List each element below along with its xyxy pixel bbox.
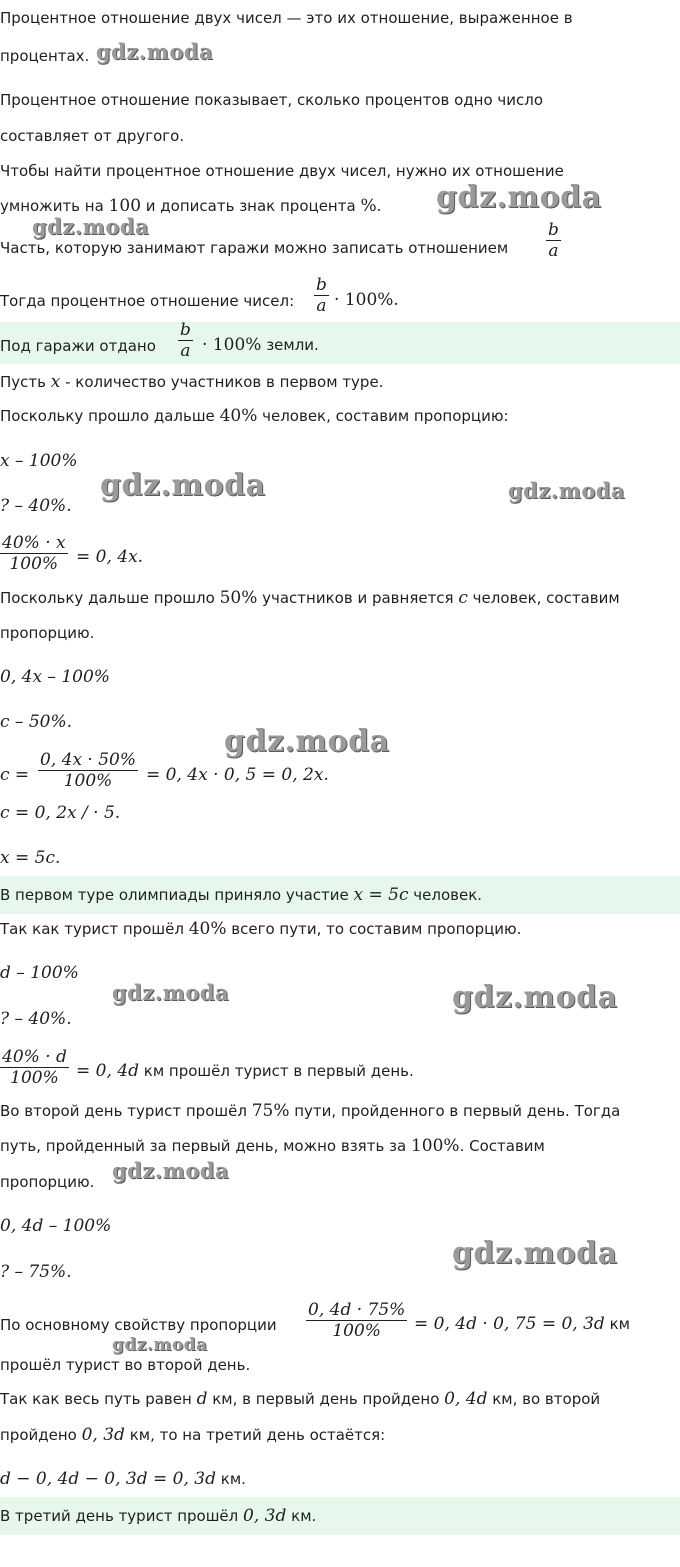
watermark-logo: gdz.moda [100, 468, 266, 503]
math-variable: d [196, 1389, 208, 1409]
paragraph-line: прошёл турист во второй день. [0, 1356, 251, 1374]
math-expression: = 0, 4x · 0, 5 = 0, 2x. [146, 765, 329, 785]
paragraph-line: составляет от другого. [0, 127, 185, 145]
paragraph-line [0, 406, 509, 426]
fraction-40x-over-100 [0, 533, 68, 574]
watermark-logo: gdz.moda [32, 214, 150, 239]
fraction-numerator: b [180, 320, 191, 340]
proportion-row: c – 50%. [0, 712, 73, 732]
text-run: и дописать знак процента [141, 197, 361, 215]
text-run: человек, составим [467, 589, 620, 607]
fraction-denominator: 100% [9, 554, 59, 574]
math-expression: 0, 4d [444, 1389, 488, 1409]
fraction-numerator: b [548, 220, 559, 240]
paragraph-line: Процентное отношение показывает, сколько процентов одно число [0, 91, 544, 109]
text-run: км, то на третий день остаётся: [124, 1426, 386, 1444]
text-run: человек. [408, 886, 483, 904]
text-run: Пусть [0, 373, 51, 391]
fraction-numerator: 0, 4d · 75% [308, 1300, 406, 1320]
text-run: всего пути, то составим пропорцию. [226, 920, 522, 938]
text-run: пути, пройденного в первый день. Тогда [289, 1102, 621, 1120]
fraction-denominator: a [180, 341, 191, 361]
fraction-40d-over-100 [0, 1047, 69, 1088]
math-expression: d − 0, 4d − 0, 3d = 0, 3d [0, 1469, 217, 1489]
fraction-numerator: 40% · x [2, 533, 66, 553]
text-run: Под гаражи отдано [0, 337, 156, 355]
watermark-logo: gdz.moda [452, 980, 618, 1015]
watermark-logo: gdz.moda [452, 1236, 618, 1271]
answer-line [0, 885, 482, 905]
paragraph-line [0, 372, 383, 392]
watermark-logo: gdz.moda [224, 724, 390, 759]
math-expression: c = 0, 2x / · 5. [0, 803, 121, 823]
math-expression: x = 5c [353, 885, 409, 905]
watermark-logo: gdz.moda [436, 180, 602, 215]
paragraph-line: Часть, которую занимают гаражи можно записать отношением [0, 239, 509, 257]
proportion-row: ? – 75%. [0, 1262, 72, 1282]
text-run: В первом туре олимпиады приняло участие [0, 886, 354, 904]
math-percent: % [360, 196, 377, 216]
text-run: В третий день турист прошёл [0, 1507, 244, 1525]
proportion-row: 0, 4d – 100% [0, 1216, 112, 1236]
fraction-numerator: 40% · d [2, 1047, 67, 1067]
paragraph-line: Тогда процентное отношение чисел: [0, 292, 295, 310]
answer-line [202, 335, 319, 355]
watermark-logo: gdz.moda [112, 980, 230, 1005]
fraction-04d-75-over-100 [306, 1300, 407, 1341]
paragraph-line [0, 1469, 246, 1489]
text-run: Так как турист прошёл [0, 920, 189, 938]
text-run: умножить на [0, 197, 109, 215]
math-expression: = 0, 4d [76, 1061, 139, 1081]
fraction-denominator: a [548, 241, 559, 261]
paragraph-line [0, 1101, 620, 1121]
text-run: км, в первый день пройдено [207, 1390, 445, 1408]
math-variable: x [50, 372, 61, 392]
fraction-b-over-a [546, 220, 561, 261]
paragraph-line: По основному свойству пропорции [0, 1316, 277, 1334]
paragraph-line: Чтобы найти процентное отношение двух чисел, нужно их отношение [0, 162, 564, 180]
text-run: Поскольку дальше прошло [0, 589, 220, 607]
fraction-denominator: 100% [10, 1068, 59, 1088]
text-run: . Составим [459, 1137, 545, 1155]
text-run: км, во второй [487, 1390, 601, 1408]
fraction-denominator: 100% [332, 1321, 381, 1341]
watermark-logo: gdz.moda [112, 1158, 230, 1183]
watermark-logo: gdz.moda [96, 39, 214, 64]
watermark-logo: gdz.moda [112, 1335, 208, 1355]
paragraph-line: пропорцию. [0, 624, 95, 642]
paragraph-line: Процентное отношение двух чисел — это их отношение, выраженное в [0, 9, 573, 27]
paragraph-line [0, 1136, 545, 1156]
fraction-denominator: a [316, 296, 327, 316]
text-run: км. [286, 1507, 317, 1525]
fraction-numerator: 0, 4x · 50% [40, 750, 137, 770]
paragraph-line [76, 1061, 414, 1081]
text-run: км прошёл турист в первый день. [138, 1062, 414, 1080]
fraction-04x-50-over-100 [38, 750, 138, 791]
paragraph-line [0, 588, 620, 608]
math-expression: c = [0, 765, 30, 785]
math-expression: x = 5c. [0, 848, 61, 868]
paragraph-line: пропорцию. [0, 1173, 95, 1191]
math-percent: 75% [251, 1101, 290, 1121]
proportion-row: x – 100% [0, 451, 78, 471]
math-expression: = 0, 4d · 0, 75 = 0, 3d [414, 1314, 605, 1334]
math-number: 100 [108, 196, 142, 216]
math-expression: = 0, 4x. [76, 547, 144, 567]
proportion-row: ? – 40%. [0, 1009, 72, 1029]
paragraph-line [0, 919, 521, 939]
proportion-row: ? – 40%. [0, 496, 72, 516]
paragraph-line [0, 196, 381, 216]
text-run: км. [216, 1470, 246, 1488]
math-percent: 50% [219, 588, 258, 608]
math-percent: 40% [219, 406, 258, 426]
text-run: человек, составим пропорцию: [257, 407, 509, 425]
watermark-logo: gdz.moda [508, 478, 626, 503]
text-run: путь, пройденный за первый день, можно взять за [0, 1137, 411, 1155]
text-run: - количество участников в первом туре. [60, 373, 384, 391]
fraction-denominator: 100% [63, 771, 113, 791]
math-expression: · 100%. [334, 290, 399, 310]
paragraph-line [414, 1314, 630, 1334]
math-variable: c [458, 588, 468, 608]
text-run: Так как весь путь равен [0, 1390, 197, 1408]
text-run: пройдено [0, 1426, 82, 1444]
text-run: . [376, 197, 382, 215]
math-percent: 40% [188, 919, 227, 939]
text-run: участников и равняется [257, 589, 459, 607]
proportion-row: d – 100% [0, 963, 79, 983]
paragraph-line: процентах. [0, 47, 90, 65]
answer-line [0, 336, 156, 356]
paragraph-line [0, 1425, 385, 1445]
proportion-row: 0, 4x – 100% [0, 667, 110, 687]
text-run: км [604, 1315, 630, 1333]
text-run: земли. [261, 336, 319, 354]
answer-line [0, 1506, 316, 1526]
text-run: Поскольку прошло дальше [0, 407, 220, 425]
fraction-numerator: b [316, 275, 327, 295]
math-expression: 0, 3d [81, 1425, 125, 1445]
fraction-b-over-a [178, 320, 193, 361]
math-expression: · 100% [202, 335, 262, 355]
math-expression: 0, 3d [243, 1506, 287, 1526]
paragraph-line [0, 1389, 600, 1409]
fraction-b-over-a [314, 275, 329, 316]
math-percent: 100% [410, 1136, 460, 1156]
text-run: Во второй день турист прошёл [0, 1102, 252, 1120]
